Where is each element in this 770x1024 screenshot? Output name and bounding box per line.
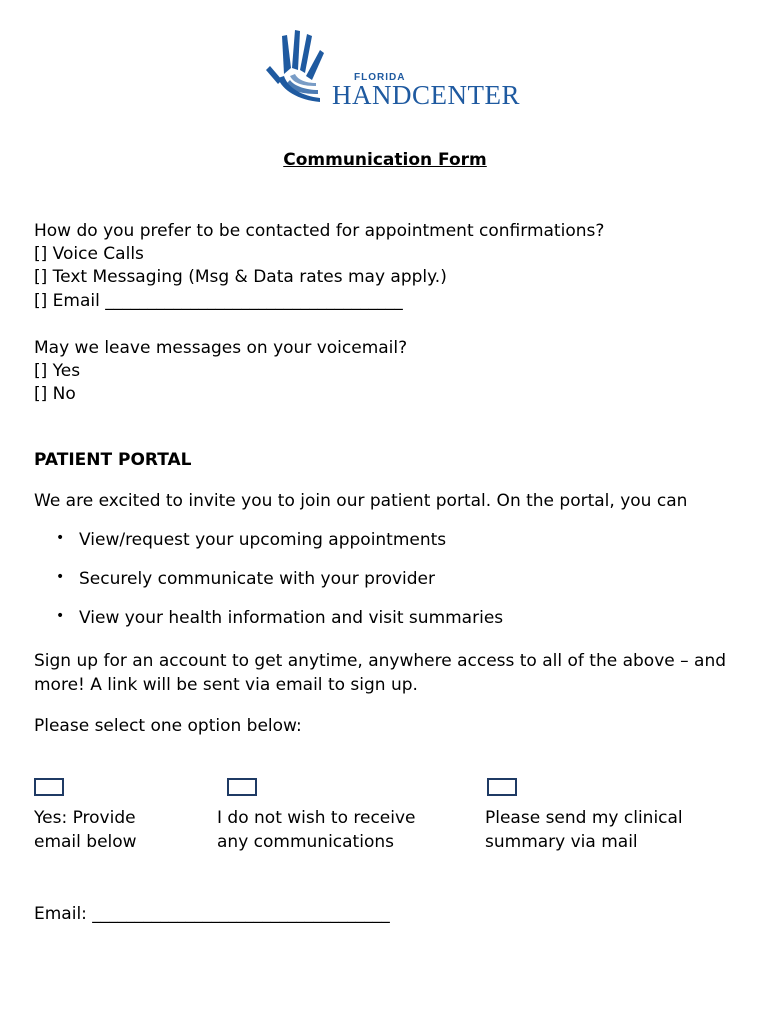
bullet-icon: • [56,608,65,624]
option-provide-email [34,778,184,854]
voicemail-option-yes[interactable]: [] Yes [34,361,81,381]
email-field[interactable]: Email: ___________________________________ [34,904,390,924]
voicemail-question: May we leave messages on your voicemail? [34,338,408,358]
portal-heading: PATIENT PORTAL [34,450,192,470]
contact-option-text[interactable]: [] Text Messaging (Msg & Data rates may apply.) [34,267,447,287]
list-item: • Securely communicate with your provider [56,569,435,589]
select-prompt: Please select one option below: [34,716,302,736]
portal-feature-list [34,530,503,647]
logo-small-text: FLORIDA [354,72,406,83]
bullet-icon: • [56,569,65,585]
list-item: • View your health information and visit summaries [56,608,504,628]
contact-question: How do you prefer to be contacted for appointment confirmations? [34,221,605,241]
contact-option-voice[interactable]: [] Voice Calls [34,244,144,264]
bullet-icon: • [56,530,65,546]
option-mail-summary [485,778,715,854]
provide-email-checkbox[interactable] [34,778,64,796]
signup-text-line2: more! A link will be sent via email to sign up. [34,675,418,695]
logo-big-text: HANDCENTER [332,80,520,110]
no-communications-label: I do not wish to receive any communications [217,808,416,852]
provide-email-label: Yes: Provide email below [34,808,137,852]
no-communications-checkbox[interactable] [227,778,257,796]
list-item: • View/request your upcoming appointments [56,530,447,550]
hand-logo-icon [262,28,342,110]
mail-summary-checkbox[interactable] [487,778,517,796]
portal-intro: We are excited to invite you to join our patient portal. On the portal, you can [34,491,688,511]
mail-summary-label: Please send my clinical summary via mail [485,808,683,852]
option-no-communications [217,778,437,854]
form-title: Communication Form [283,150,487,170]
florida-hand-center-logo [262,28,532,110]
contact-option-email[interactable]: [] Email ___________________________________ [34,291,403,311]
voicemail-option-no[interactable]: [] No [34,384,76,404]
signup-text-line1: Sign up for an account to get anytime, anywhere access to all of the above – and [34,651,727,671]
